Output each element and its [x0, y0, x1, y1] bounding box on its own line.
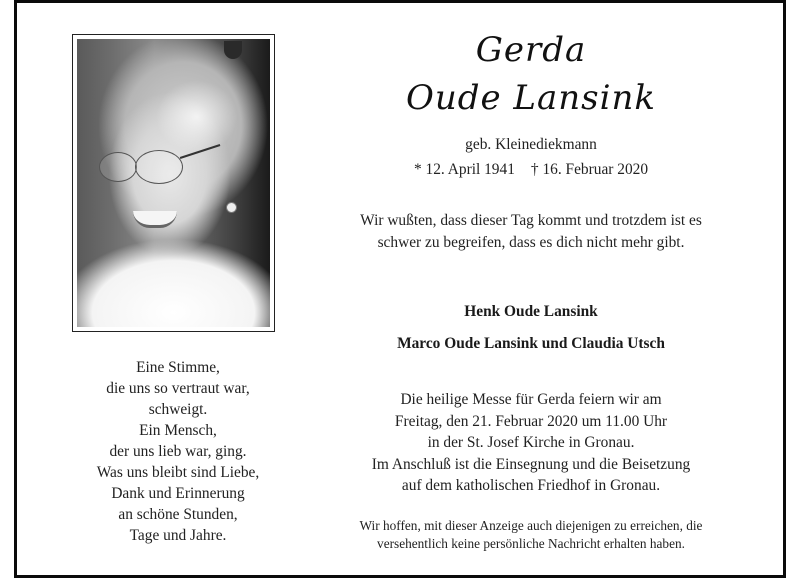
death-date: 16. Februar 2020	[542, 161, 649, 178]
poem	[60, 357, 296, 546]
mourner-name: Henk Oude Lansink	[464, 303, 598, 320]
quote-line: schwer zu begreifen, dass es dich nicht mehr gibt.	[377, 234, 685, 251]
note-line: Wir hoffen, mit dieser Anzeige auch diejenigen zu erreichen, die	[359, 518, 703, 533]
life-dates	[300, 160, 762, 180]
deceased-last-name: Oude Lansink	[405, 78, 657, 118]
service-line: Im Anschluß ist die Einsegnung und die Beisetzung	[371, 455, 691, 473]
service-line: Freitag, den 21. Februar 2020 um 11.00 Uhr	[394, 412, 668, 430]
deceased-first-name: Gerda	[475, 30, 587, 70]
service-line: auf dem katholischen Friedhof in Gronau.	[401, 477, 661, 494]
earring-detail	[226, 202, 237, 213]
closing-note	[300, 517, 762, 553]
service-details	[300, 389, 762, 497]
poem-line: Eine Stimme,	[136, 359, 220, 376]
death-cross-icon: †	[530, 161, 539, 178]
glasses-left-lens	[99, 152, 137, 182]
service-line: Die heilige Messe für Gerda feiern wir am	[400, 391, 662, 408]
wine-glass-detail	[224, 41, 242, 59]
mourner-name: Marco Oude Lansink und Claudia Utsch	[397, 335, 665, 352]
birth-star-icon: *	[413, 161, 422, 178]
birth-name: geb. Kleinediekmann	[465, 136, 597, 153]
poem-line: an schöne Stunden,	[118, 506, 238, 523]
note-line: versehentlich keine persönliche Nachricht erhalten haben.	[377, 536, 685, 551]
poem-line: Dank und Erinnerung	[111, 485, 245, 502]
memorial-quote	[300, 210, 762, 254]
poem-line: Ein Mensch,	[139, 422, 217, 439]
quote-line: Wir wußten, dass dieser Tag kommt und trotzdem ist es	[360, 212, 702, 229]
service-line: in der St. Josef Kirche in Gronau.	[427, 434, 635, 451]
glasses-right-lens	[135, 150, 183, 184]
smile-detail	[133, 211, 177, 228]
birth-date: 12. April 1941	[425, 161, 515, 178]
poem-line: schweigt.	[148, 401, 208, 418]
portrait-photo-frame	[72, 34, 275, 332]
portrait-photo	[77, 39, 270, 327]
glasses-temple	[180, 144, 220, 158]
poem-line: Tage und Jahre.	[129, 527, 227, 544]
poem-line: die uns so vertraut war,	[106, 380, 250, 397]
poem-line: Was uns bleibt sind Liebe,	[96, 464, 260, 481]
poem-line: der uns lieb war, ging.	[109, 443, 247, 460]
